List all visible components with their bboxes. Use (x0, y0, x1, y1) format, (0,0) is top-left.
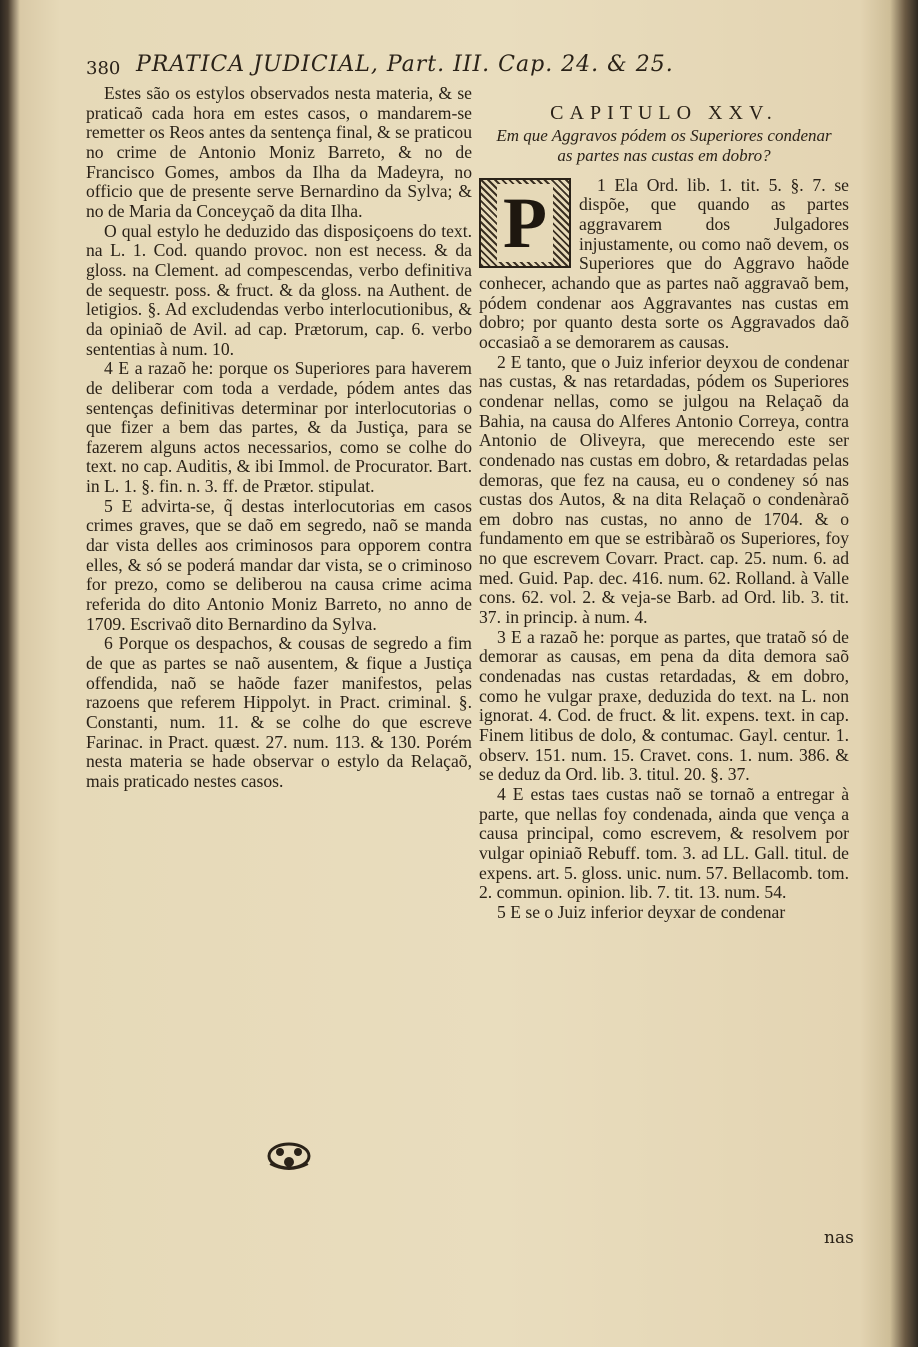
paragraph: 2 E tanto, que o Juiz inferior deyxou de condenar nas custas, & nas retardadas, pódem os Superiores condenar nellas, como se julgou na Relaçaõ da Bahia, na causa do Alferes Antonio Correya, contra Antonio de Oliveyra, que merecendo este ser condenado nas custas em dobro, & retardadas pelas demoras, que fez na causa, eu o condeney só nas custas dos Autos, & na dita Relaçaõ o condenàraõ em dobro nas custas, no anno de 1704. & o fundamento em que se estribàraõ os Superiores, foy no que escrevem Covarr. Pract. cap. 25. num. 6. ad med. Guid. Pap. dec. 416. num. 62. Rolland. à Valle cons. 62. vol. 2. & veja-se Barb. ad Ord. lib. 3. tit. 37. in princip. à num. 4. (479, 351, 849, 628)
drop-cap-letter: P (497, 184, 553, 262)
paragraph: O qual estylo he deduzido das disposiçoens do text. na L. 1. Cod. quando provoc. non est necess. & da gloss. na Clement. ad compescendas, verbo definitiva de sequestr. poss. & fruct. & da gloss. na Authent. de letigios. §. Ad excludendas verbo interlocutionibus, & da opiniaõ de Avil. ad cap. Prætorum, cap. 6. verbo sententias à num. 10. (86, 220, 472, 359)
fleuron-ornament-icon (266, 1138, 312, 1174)
running-title: PRATICA JUDICIAL, Part. III. Cap. 24. & 25. (136, 52, 674, 77)
paragraph: 4 E a razaõ he: porque os Superiores para haverem de deliberar com toda a verdade, pódem antes das sentenças definitivas determinar por interlocutorias o que fizer a bem das partes, & da Justiça, para se fazerem alguns actos necessarios, como se colhe do text. no cap. Auditis, & ibi Immol. de Procurator. Bart. in L. 1. §. fin. n. 3. ff. de Prætor. stipulat. (86, 358, 472, 497)
paragraph: 6 Porque os despachos, & cousas de segredo a fim de que as partes se naõ ausentem, & fique a Justiça offendida, naõ se haõde fazer manifestos, pelas razoens que referem Hippolyt. in Pract. criminal. §. Constanti, num. 11. & se colhe do que escreve Farinac. in Pract. quæst. 27. num. 113. & 130. Porém nesta materia se hade observar o estylo da Relaçaõ, mais praticado nestes casos. (86, 633, 472, 791)
catchword: nas (824, 1228, 854, 1248)
paragraph: 3 E a razaõ he: porque as partes, que trataõ só de demorar as causas, em pena da dita demora saõ condenadas nas custas retardadas, & em dobro, como he vulgar praxe, deduzida do text. na L. non ignorat. 4. Cod. de fruct. & lit. expens. text. in cap. Finem litibus de dolo, & contumac. Gayl. centur. 1. observ. 151. num. 15. Cravet. cons. 1. num. 386. & se deduz da Ord. lib. 3. titul. 20. §. 37. (479, 626, 849, 785)
book-page (18, 0, 890, 1347)
page-header (86, 52, 866, 82)
page-number: 380 (86, 58, 121, 79)
decorated-initial-icon (479, 178, 571, 268)
paragraph: 1 Ela Ord. lib. 1. tit. 5. §. 7. se dispõe, que quando as partes aggravarem dos Julgadores injustamente, ou como naõ devem, os Superiores que do Aggravo haõde conhecer, achando que as partes naõ aggravaõ bem, pódem condenar aos Aggravantes nas custas em dobro; por quanto desta sorte os Aggravados daõ occasiaõ a se demorarem as causas. (479, 174, 849, 352)
paragraph: 5 E advirta-se, q̃ destas interlocutorias em casos crimes graves, que se daõ em segredo, naõ se manda dar vista delles aos criminosos para opporem contra elles, & só se poderá mandar dar vista, se o criminoso for prezo, como se deliberou na causa crime acima referida do dito Antonio Moniz Barreto, no anno de 1709. Escrivaõ dito Bernardino da Sylva. (86, 495, 472, 634)
chapter-heading: CAPITULO XXV. (550, 102, 778, 124)
paragraph: Estes são os estylos observados nesta materia, & se praticaõ cada hora em estes casos, o mandarem-se remetter os Reos antes da sentença final, & se praticou no crime de Antonio Moniz Barreto, & no de Francisco Gomes, ambos da Ilha da Madeyra, no officio que de presente serve Bernardino da Sylva; & no de Maria da Conceyçaõ da dita Ilha. (86, 83, 472, 221)
right-column (479, 84, 849, 923)
left-column (86, 84, 472, 792)
paragraph: 4 E estas taes custas naõ se tornaõ a entregar à parte, que nellas foy condenada, ainda que vença a causa principal, como escrevem, & resolvem por vulgar opiniaõ Rebuff. tom. 3. ad LL. Gall. titul. de expens. art. 5. gloss. unic. num. 57. Bellacomb. tom. 2. commun. opinion. lib. 7. tit. 13. num. 54. (479, 784, 849, 903)
chapter-subtitle: Em que Aggravos pódem os Superiores condenar as partes nas custas em dobro? (496, 125, 832, 165)
paragraph: 5 E se o Juiz inferior deyxar de condenar (497, 901, 786, 922)
